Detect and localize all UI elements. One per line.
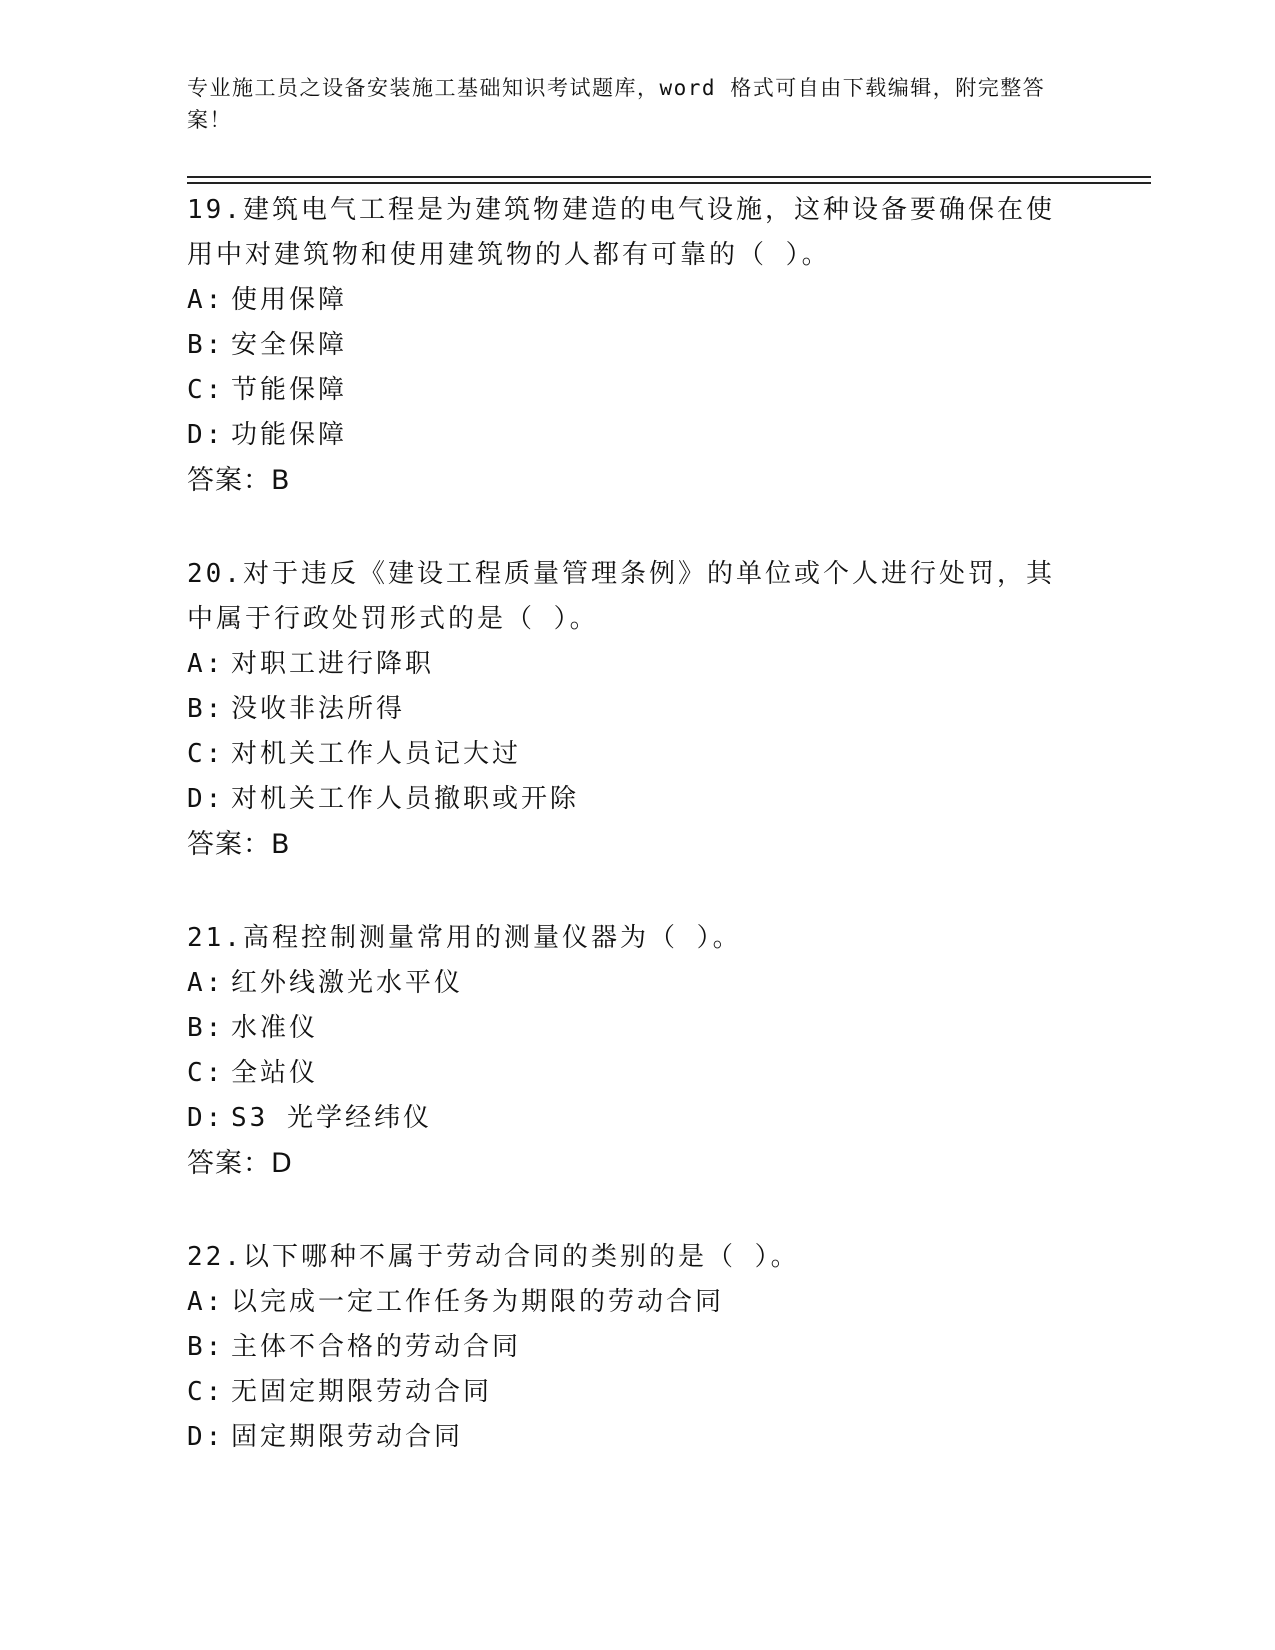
option-text: 全站仪 (231, 1058, 319, 1088)
document-header: 专业施工员之设备安装施工基础知识考试题库，word 格式可自由下载编辑，附完整答案！ (187, 76, 1046, 132)
option-key: D: (187, 1103, 225, 1133)
option-key: D: (187, 784, 225, 814)
answer-line: 答案：B (187, 465, 291, 496)
option-key: D: (187, 1422, 225, 1452)
option-key: C: (187, 1377, 225, 1407)
answer-line: 答案：D (187, 1148, 293, 1179)
option-key: A: (187, 968, 225, 998)
option-text: 功能保障 (231, 420, 348, 450)
option-a (187, 1280, 1087, 1325)
question-22 (187, 1235, 1087, 1460)
option-key: D: (187, 420, 225, 450)
option-text: 节能保障 (231, 375, 348, 405)
option-key: A: (187, 649, 225, 679)
option-text: 红外线激光水平仪 (231, 968, 464, 998)
option-d (187, 777, 1087, 822)
option-d (187, 1096, 1087, 1141)
option-key: A: (187, 285, 225, 315)
option-key: B: (187, 1332, 225, 1362)
option-text: 水准仪 (231, 1013, 319, 1043)
option-text: 使用保障 (231, 285, 348, 315)
header-divider-top (187, 176, 1151, 178)
option-c (187, 732, 1087, 777)
option-a (187, 961, 1087, 1006)
option-b (187, 687, 1087, 732)
option-c (187, 1051, 1087, 1096)
option-key: B: (187, 694, 225, 724)
option-text: 对机关工作人员撤职或开除 (231, 784, 580, 814)
option-key: C: (187, 375, 225, 405)
option-key: B: (187, 330, 225, 360)
header-divider-bottom (187, 182, 1151, 184)
question-stem: 22.以下哪种不属于劳动合同的类别的是（ ）。 (187, 1242, 800, 1272)
option-d (187, 413, 1087, 458)
question-20 (187, 552, 1087, 867)
answer-line: 答案：B (187, 829, 291, 860)
question-stem: 20.对于违反《建设工程质量管理条例》的单位或个人进行处罚，其中属于行政处罚形式的是（ ）。 (187, 559, 1055, 634)
option-c (187, 368, 1087, 413)
question-19 (187, 188, 1087, 503)
option-text: 以完成一定工作任务为期限的劳动合同 (231, 1287, 725, 1317)
option-text: 固定期限劳动合同 (231, 1422, 464, 1452)
question-stem: 19.建筑电气工程是为建筑物建造的电气设施，这种设备要确保在使用中对建筑物和使用建筑物的人都有可靠的（ ）。 (187, 195, 1055, 270)
option-b (187, 1006, 1087, 1051)
option-key: B: (187, 1013, 225, 1043)
option-key: A: (187, 1287, 225, 1317)
option-text: 对职工进行降职 (231, 649, 435, 679)
option-d (187, 1415, 1087, 1460)
option-key: C: (187, 739, 225, 769)
option-text: 无固定期限劳动合同 (231, 1377, 493, 1407)
option-text: 安全保障 (231, 330, 348, 360)
question-stem: 21.高程控制测量常用的测量仪器为（ ）。 (187, 923, 742, 953)
option-text: 对机关工作人员记大过 (231, 739, 522, 769)
option-a (187, 278, 1087, 323)
option-key: C: (187, 1058, 225, 1088)
option-c (187, 1370, 1087, 1415)
option-text: 没收非法所得 (231, 694, 406, 724)
question-21 (187, 916, 1087, 1186)
option-b (187, 323, 1087, 368)
option-text: S3 光学经纬仪 (231, 1103, 432, 1133)
option-b (187, 1325, 1087, 1370)
option-text: 主体不合格的劳动合同 (231, 1332, 522, 1362)
option-a (187, 642, 1087, 687)
